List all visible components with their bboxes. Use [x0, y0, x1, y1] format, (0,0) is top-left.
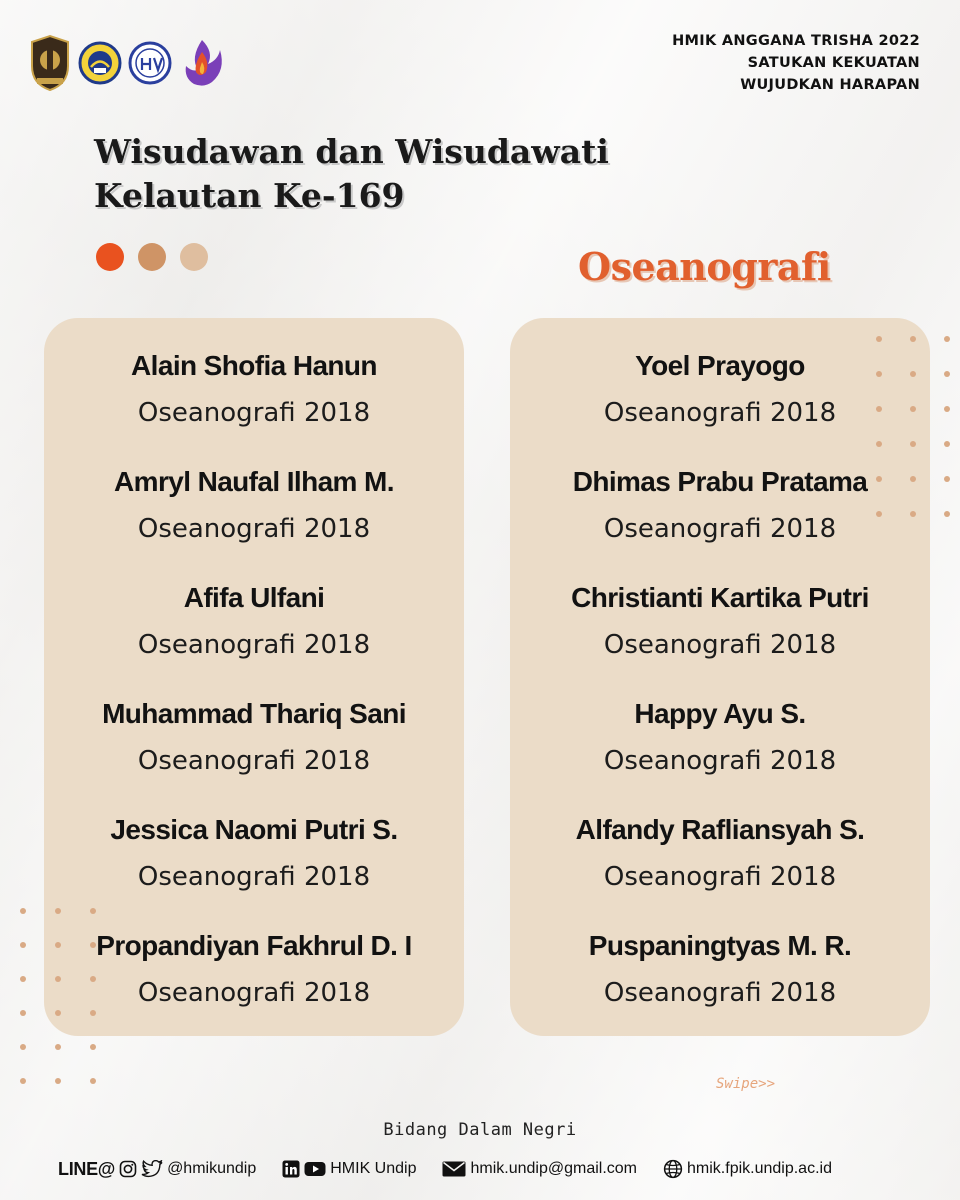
dot: [944, 406, 950, 412]
swipe-hint: Swipe>>: [716, 1076, 776, 1092]
youtube-icon: [304, 1160, 326, 1178]
dot: [90, 1044, 96, 1050]
faculty-emblem-icon: [78, 34, 122, 92]
dot: [20, 1044, 26, 1050]
graduate-program: Oseanografi 2018: [603, 978, 837, 1008]
email-group[interactable]: [442, 1160, 637, 1178]
dot: [876, 371, 882, 377]
list-item: [44, 580, 464, 662]
graduate-name: Yoel Prayogo: [635, 350, 805, 381]
accent-dot: [180, 243, 208, 271]
graduate-program: Oseanografi 2018: [603, 862, 837, 892]
dot: [944, 336, 950, 342]
graduate-program: Oseanografi 2018: [603, 398, 837, 428]
dot: [910, 336, 916, 342]
graduate-name: Amryl Naufal Ilham M.: [114, 466, 394, 497]
twitter-icon: [141, 1160, 163, 1178]
dot: [90, 1010, 96, 1016]
social-handle: @hmikundip: [167, 1160, 257, 1177]
page-title: [94, 130, 609, 218]
dot: [910, 511, 916, 517]
dot: [876, 441, 882, 447]
department-label: Bidang Dalam Negri: [383, 1120, 577, 1140]
dot: [90, 976, 96, 982]
linkedin-youtube-name: HMIK Undip: [330, 1160, 417, 1177]
list-item: [44, 348, 464, 430]
dot: [20, 1078, 26, 1084]
dot: [55, 1078, 61, 1084]
dot: [910, 441, 916, 447]
graduate-program: Oseanografi 2018: [603, 746, 837, 776]
graduate-name: Christianti Kartika Putri: [571, 582, 869, 613]
linkedin-youtube-group[interactable]: [282, 1160, 416, 1178]
graduate-list-left: [44, 318, 464, 1036]
graduate-name: Propandiyan Fakhrul D. I: [96, 930, 412, 961]
graduate-program: Oseanografi 2018: [137, 978, 371, 1008]
dot: [55, 1010, 61, 1016]
page-title-line: Wisudawan dan Wisudawati: [94, 132, 609, 171]
dot: [20, 1010, 26, 1016]
tagline-line: HMIK ANGGANA TRISHA 2022: [672, 33, 920, 49]
graduate-list-right: [510, 318, 930, 1036]
website-group[interactable]: [663, 1159, 832, 1179]
graduate-name: Jessica Naomi Putri S.: [110, 814, 398, 845]
dot: [944, 371, 950, 377]
graduate-name: Happy Ayu S.: [634, 698, 806, 729]
list-item: [510, 812, 930, 894]
dot: [20, 976, 26, 982]
social-group[interactable]: [58, 1159, 256, 1180]
dot: [90, 908, 96, 914]
graduate-name: Puspaningtyas M. R.: [588, 930, 852, 961]
dot: [944, 511, 950, 517]
dot: [90, 942, 96, 948]
graduate-program: Oseanografi 2018: [603, 630, 837, 660]
email-address: hmik.undip@gmail.com: [470, 1160, 638, 1177]
dot: [944, 476, 950, 482]
logo-row: [28, 34, 226, 92]
graduate-name: Dhimas Prabu Pratama: [572, 466, 868, 497]
website-url: hmik.fpik.undip.ac.id: [687, 1160, 832, 1177]
anggana-flame-icon: [178, 34, 226, 92]
graduate-name: Afifa Ulfani: [183, 582, 325, 613]
graduate-program: Oseanografi 2018: [137, 862, 371, 892]
list-item: [510, 928, 930, 1010]
list-item: [44, 464, 464, 546]
linkedin-icon: [282, 1160, 300, 1178]
graduate-name: Alain Shofia Hanun: [131, 350, 377, 381]
tagline-line: WUJUDKAN HARAPAN: [740, 77, 920, 93]
dot: [876, 406, 882, 412]
graduate-program: Oseanografi 2018: [137, 514, 371, 544]
list-item: [510, 464, 930, 546]
accent-dots: [96, 243, 208, 271]
dot: [90, 1078, 96, 1084]
decorative-dots-bottom-left: [20, 908, 96, 1084]
footer-contacts: [58, 1156, 938, 1182]
graduate-program: Oseanografi 2018: [603, 514, 837, 544]
list-item: [510, 580, 930, 662]
hmik-emblem-icon: [128, 34, 172, 92]
globe-icon: [663, 1159, 683, 1179]
list-item: [44, 696, 464, 778]
instagram-icon: [119, 1160, 137, 1178]
graduate-name: Alfandy Rafliansyah S.: [575, 814, 865, 845]
dot: [876, 476, 882, 482]
dot: [876, 511, 882, 517]
list-item: [510, 348, 930, 430]
dot: [55, 1044, 61, 1050]
graduate-program: Oseanografi 2018: [137, 398, 371, 428]
dot: [876, 336, 882, 342]
list-item: [510, 696, 930, 778]
university-seal-icon: [28, 34, 72, 92]
page-title-line: Kelautan Ke-169: [94, 176, 405, 215]
decorative-dots-top-right: [876, 336, 950, 517]
graduate-program: Oseanografi 2018: [137, 630, 371, 660]
line-label: LINE@: [58, 1158, 116, 1179]
dot: [20, 942, 26, 948]
dot: [910, 406, 916, 412]
dot: [20, 908, 26, 914]
tagline-line: SATUKAN KEKUATAN: [747, 55, 920, 71]
mail-icon: [442, 1161, 466, 1177]
dot: [55, 942, 61, 948]
dot: [55, 976, 61, 982]
major-title: Oseanografi: [578, 244, 831, 289]
dot: [910, 476, 916, 482]
tagline: [672, 30, 920, 96]
dot: [944, 441, 950, 447]
list-item: [44, 812, 464, 894]
list-item: [44, 928, 464, 1010]
graduate-name: Muhammad Thariq Sani: [102, 698, 406, 729]
accent-dot: [96, 243, 124, 271]
graduate-program: Oseanografi 2018: [137, 746, 371, 776]
dot: [55, 908, 61, 914]
accent-dot: [138, 243, 166, 271]
dot: [910, 371, 916, 377]
